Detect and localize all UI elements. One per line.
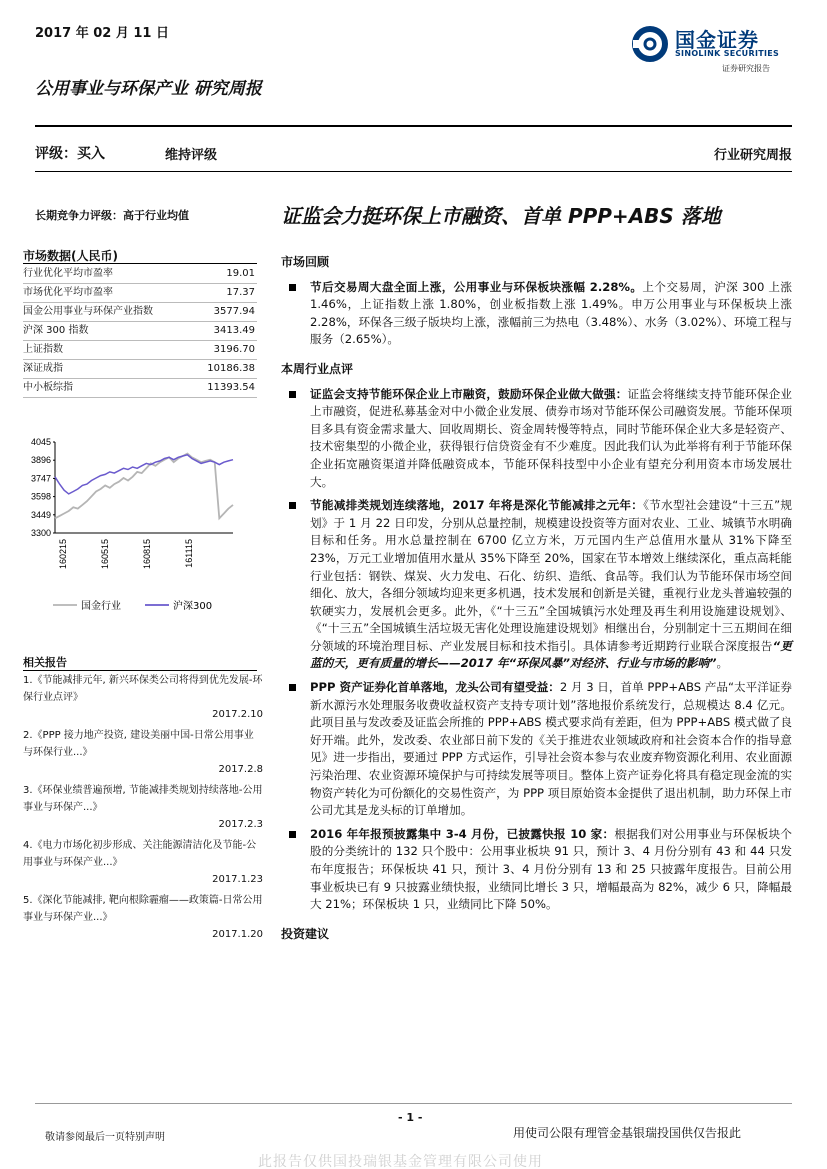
market-data-table: [23, 265, 257, 398]
related-report-date: 2017.2.8: [218, 764, 263, 775]
header-divider-2: [35, 171, 792, 172]
related-report-text: 3.《环保业绩普遍预增, 节能减排类规划持续落地-公用事业与环保产...》: [23, 785, 263, 813]
related-report-item[interactable]: [23, 672, 263, 723]
market-data-row: [23, 265, 257, 284]
market-review-paragraph: [281, 279, 792, 349]
market-data-value: 3196.70: [213, 344, 255, 355]
legend-label: 沪深300: [173, 601, 213, 612]
y-tick-label: 3300: [30, 528, 51, 538]
related-report-text: 5.《深化节能减排, 靶向根除霾瘤——政策篇-日常公用事业与环保产业...》: [23, 895, 263, 923]
logo-subtitle: 证券研究报告: [722, 64, 770, 73]
bullet-square-icon: [289, 684, 296, 691]
y-tick-label: 3896: [30, 455, 51, 466]
market-data-label: 上证指数: [23, 344, 63, 355]
paragraph-lead: 2016 年年报预披露集中 3-4 月份，已披露快报 10 家：: [310, 826, 615, 841]
related-report-item[interactable]: [23, 892, 263, 943]
logo-chinese-name: 国金证券: [675, 28, 759, 52]
market-data-value: 3413.49: [213, 325, 255, 336]
industry-paragraph-4: [281, 826, 792, 914]
market-data-divider: [23, 263, 257, 264]
paragraph-lead: PPP 资产证券化首单落地，龙头公司有望受益：: [310, 680, 560, 695]
paragraph-emphasis: “更蓝的天，更有质量的增长——2017 年“环保风暴”对经济、行业与市场的影响”: [310, 638, 792, 671]
market-data-label: 国金公用事业与环保产业指数: [23, 306, 153, 317]
main-content: [281, 254, 792, 950]
related-report-date: 2017.1.20: [212, 929, 263, 940]
industry-paragraph-1: [281, 386, 792, 492]
maintain-rating: 维持评级: [165, 148, 218, 163]
section-title-market-review: 市场回顾: [281, 255, 330, 269]
market-data-row: [23, 284, 257, 303]
x-tick-label: 160215: [58, 539, 68, 570]
related-reports-title: 相关报告: [23, 656, 67, 669]
industry-paragraph-2: [281, 497, 792, 673]
market-data-value: 17.37: [226, 287, 255, 298]
footer-usage-note: 用使司公限有理管金基银瑞投国供仅告报此: [513, 1126, 742, 1140]
sinolink-logo-icon: [628, 24, 678, 80]
industry-paragraph-3: [281, 679, 792, 820]
index-line-chart: [23, 430, 257, 620]
paragraph-lead: 节能减排类规划连续落地，2017 年将是深化节能减排之元年：: [310, 498, 644, 513]
paragraph-text: 证监会将继续支持节能环保企业上市融资，促进私募基金对中小微企业发展、债券市场对节能环保公司融资发展。节能环保项目多具有资金需求量大、回收周期长、资金周转慢等特点，同时节能环保企业大多是轻资产、技术密集型的小微企业，获得银行信贷资金有不少难度。因此我们认为此举将有利于节能环保企业拓宽融资渠道并降低融资成本，节能环保科技型中小企业有望充分利用资本市场发展壮大。: [310, 386, 792, 489]
related-report-item[interactable]: [23, 782, 263, 833]
x-tick-label: 161115: [184, 539, 194, 568]
related-report-text: 2.《PPP 接力地产投资, 建设美丽中国-日常公用事业与环保行业...》: [23, 730, 254, 758]
paragraph-text: 上个交易周，沪深 300 上涨 1.46%，上证指数上涨 1.80%，创业板指数上涨 1.49%。申万公用事业与环保板块上涨 2.28%，环保各三级子版块均上涨，涨幅前三为热电（3.48%）、水务（3.02%）、环境工程与服务（2.65%）。: [310, 279, 792, 347]
watermark: 此报告仅供国投瑞银基金管理有限公司使用: [258, 1154, 543, 1169]
market-data-row: [23, 379, 257, 398]
main-title: 证监会力挺环保上市融资、首单 PPP+ABS 落地: [281, 204, 721, 228]
paragraph-lead: 证监会支持节能环保企业上市融资，鼓励环保企业做大做强：: [310, 386, 628, 401]
y-tick-label: 3449: [30, 509, 51, 520]
market-data-label: 市场优化平均市盈率: [23, 287, 113, 298]
market-data-value: 3577.94: [213, 306, 255, 317]
related-report-item[interactable]: [23, 837, 263, 888]
related-report-date: 2017.1.23: [212, 874, 263, 885]
x-tick-label: 160815: [142, 539, 152, 570]
footer-divider: [35, 1103, 792, 1104]
market-data-row: [23, 341, 257, 360]
related-reports-divider: [23, 670, 257, 671]
bullet-square-icon: [289, 831, 296, 838]
rating: 评级：买入: [35, 146, 105, 162]
y-tick-label: 3598: [30, 491, 51, 502]
related-report-date: 2017.2.10: [212, 709, 263, 720]
related-report-text: 4.《电力市场化初步形成、关注能源清洁化及节能-公用事业与环保产业...》: [23, 840, 257, 868]
market-data-row: [23, 303, 257, 322]
legend-label: 国金行业: [81, 601, 121, 612]
section-title-industry: 本周行业点评: [281, 361, 354, 376]
y-tick-label: 4045: [30, 437, 51, 447]
related-reports-list: [23, 672, 263, 947]
market-data-row: [23, 360, 257, 379]
paragraph-text: 根据我们对公用事业与环保板块个股的分类统计的 132 只个股中：公用事业板块 91 只，预计 3、4 月份分别有 43 和 44 只发布年度报告；环保板块 41 只，预计 3、4 月份分别有 13 和 25 只披露年度报告。目前公用事业板块已有 9 只披露业绩快报，业绩同比增长 3 只，增幅最高为 82%，减少 6 只，降幅最大 21%；环保板块 1 只，业绩同比下降 50%。: [310, 826, 792, 912]
market-data-label: 沪深 300 指数: [23, 325, 89, 336]
related-report-date: 2017.2.3: [218, 819, 263, 830]
header-divider: [35, 125, 792, 127]
paragraph-text: 2 月 3 日，首单 PPP+ABS 产品“太平洋证券新水源污水处理服务收费收益权资产支持专项计划”落地报价系统发行，总规模达 8.4 亿元。此项目虽与发改委及证监会所推的 PPP+ABS 模式要求尚有差距，但为 PPP+ABS 模式做了良好开端。此外，发改委、农业部日前下发的《关于推进农业领域政府和社会资本合作的指导意见》进一步指出，要通过 PPP 方式运作，引导社会资本参与农业废弃物资源化利用、农业面源污染治理、农业资源环境保护与可持续发展等项目。整体上资产证券化将具有稳定现金流的实物资产转化为可份额化的交易性资产，为 PPP 项目原始资本金提供了退出机制，助力环保上市公司尤其是龙头标的订单增加。: [310, 680, 792, 818]
related-report-text: 1.《节能减排元年, 新兴环保类公司将得到优先发展-环保行业点评》: [23, 675, 263, 703]
footer-disclaimer: 敬请参阅最后一页特别声明: [45, 1132, 165, 1143]
logo-english-name: SINOLINK SECURITIES: [675, 49, 780, 58]
long-term-rating: 长期竞争力评级：高于行业均值: [35, 209, 189, 222]
paragraph-lead: 节后交易周大盘全面上涨，公用事业与环保板块涨幅 2.28%。: [310, 279, 643, 294]
paragraph-text: 《节水型社会建设“十三五”规划》于 1 月 22 日印发，分别从总量控制，规模建设投资等方面对农业、工业、城镇节水明确目标和任务。用水总量控制在 6700 亿立方米，万元国内生产总值用水量从 31%下降至 23%，万元工业增加值用水量从 35%下降至 20%，国家在节本增效上继续深化，重点高耗能行业包括：钢铁、煤炭、火力发电、石化、纺织、造纸、食品等。我们认为节能环保市场空间细化、放大，各细分领域均迎来更多机遇，技术发展和创新是关键，重视行业龙头普遍较强的软硬实力，发展机会更多。此外，《“十三五”全国城镇污水处理及再生利用设施建设规划》、《“十三五”全国城镇生活垃圾无害化处理设施建设规划》相继出台，分别制定十三五期间在细分领域的环境治理目标、产业发展目标和技术指引。具体请参考近期跨行业联合深度报告: [310, 498, 792, 653]
market-data-value: 10186.38: [207, 363, 255, 374]
industry-title: 公用事业与环保产业 研究周报: [35, 79, 262, 99]
x-tick-label: 160515: [100, 539, 110, 570]
market-data-value: 11393.54: [207, 382, 255, 393]
market-data-label: 深证成指: [23, 363, 63, 374]
related-report-item[interactable]: [23, 727, 263, 778]
market-data-value: 19.01: [226, 268, 255, 279]
market-data-row: [23, 322, 257, 341]
y-tick-label: 3747: [30, 473, 51, 484]
report-date: 2017 年 02 月 11 日: [35, 26, 169, 41]
report-type: 行业研究周报: [713, 148, 792, 163]
market-data-label: 行业优化平均市盈率: [23, 268, 113, 279]
market-data-title: 市场数据(人民币): [23, 249, 118, 263]
section-title-invest: 投资建议: [281, 926, 330, 941]
bullet-square-icon: [289, 502, 296, 509]
market-data-label: 中小板综指: [23, 382, 73, 393]
bullet-square-icon: [289, 284, 296, 291]
paragraph-end: 。: [716, 656, 729, 671]
page-number: - 1 -: [398, 1111, 423, 1124]
bullet-square-icon: [289, 391, 296, 398]
